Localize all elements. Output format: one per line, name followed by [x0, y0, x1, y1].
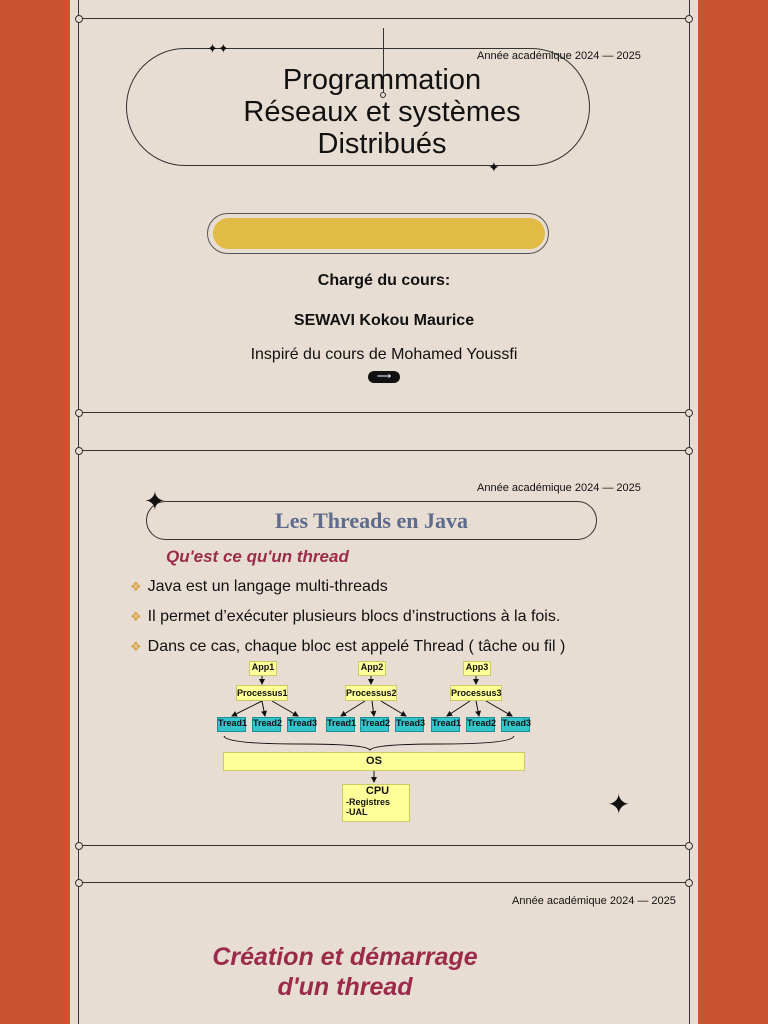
cpu-line: -UAL	[346, 807, 368, 817]
diamond-bullet-icon: ❖	[130, 609, 142, 624]
frame-corner-dot	[75, 842, 83, 850]
divider	[78, 882, 690, 883]
frame-corner-dot	[75, 15, 83, 23]
thread-box: Tread1	[326, 717, 355, 732]
thread-box: Tread3	[287, 717, 316, 732]
bullet-text: Il permet d’exécuter plusieurs blocs d’instructions à la fois.	[147, 608, 561, 625]
diamond-bullet-icon: ❖	[130, 639, 142, 654]
sparkle-icon: ✦	[144, 486, 166, 516]
sparkle-icon: ✦	[607, 789, 631, 820]
frame-corner-dot	[75, 447, 83, 455]
divider	[78, 450, 690, 451]
process-box: Processus3	[450, 685, 502, 701]
inspired-by: Inspiré du cours de Mohamed Youssfi	[250, 346, 518, 363]
course-title-line: Réseaux et systèmes	[243, 96, 521, 128]
app-box: App3	[463, 661, 491, 676]
process-box: Processus2	[345, 685, 397, 701]
thread-box: Tread1	[431, 717, 460, 732]
frame-corner-dot	[685, 447, 693, 455]
frame-right-line	[689, 0, 690, 1024]
app-box: App1	[249, 661, 277, 676]
frame-left-line	[78, 0, 79, 1024]
frame-corner-dot	[685, 15, 693, 23]
course-title-line: Distribués	[317, 128, 447, 160]
bullet-item	[130, 638, 565, 656]
section-title	[160, 942, 530, 1002]
instructor-label: Chargé du cours:	[317, 272, 451, 289]
instructor-name: SEWAVI Kokou Maurice	[293, 312, 475, 329]
thread-box: Tread1	[217, 717, 246, 732]
divider	[78, 18, 690, 19]
cpu-line: -Registres	[346, 797, 391, 807]
sparkle-icon: ✦	[488, 159, 500, 175]
section-title-line: d'un thread	[277, 973, 413, 1001]
frame-corner-dot	[685, 409, 693, 417]
thread-box: Tread2	[252, 717, 281, 732]
next-arrow-button[interactable]: ⟶	[368, 371, 400, 383]
course-title-line: Programmation	[282, 64, 482, 96]
accent-bar	[213, 218, 545, 249]
cpu-title: CPU	[365, 785, 390, 797]
divider	[78, 845, 690, 846]
bullet-text: Dans ce cas, chaque bloc est appelé Thread ( tâche ou fil )	[147, 638, 566, 655]
frame-corner-dot	[685, 842, 693, 850]
frame-corner-dot	[75, 409, 83, 417]
bullet-item	[130, 608, 560, 626]
section-subheading: Qu'est ce qu'un thread	[166, 547, 349, 566]
frame-corner-dot	[75, 879, 83, 887]
section-heading: Les Threads en Java	[275, 508, 468, 533]
sparkle-icon: ✦✦	[207, 41, 229, 56]
academic-year: Année académique 2024 — 2025	[512, 895, 676, 907]
academic-year: Année académique 2024 — 2025	[477, 50, 641, 62]
thread-box: Tread2	[466, 717, 495, 732]
thread-box: Tread3	[501, 717, 530, 732]
app-box: App2	[358, 661, 386, 676]
divider	[78, 412, 690, 413]
academic-year: Année académique 2024 — 2025	[477, 482, 641, 494]
course-title	[132, 64, 632, 160]
cpu-box	[342, 784, 410, 822]
bullet-item	[130, 578, 388, 596]
thread-box: Tread2	[360, 717, 389, 732]
frame-corner-dot	[685, 879, 693, 887]
os-box: OS	[223, 752, 525, 771]
bullet-text: Java est un langage multi-threads	[147, 578, 388, 595]
thread-box: Tread3	[395, 717, 424, 732]
section-title-line: Création et démarrage	[212, 943, 478, 971]
diamond-bullet-icon: ❖	[130, 579, 142, 594]
process-box: Processus1	[236, 685, 288, 701]
